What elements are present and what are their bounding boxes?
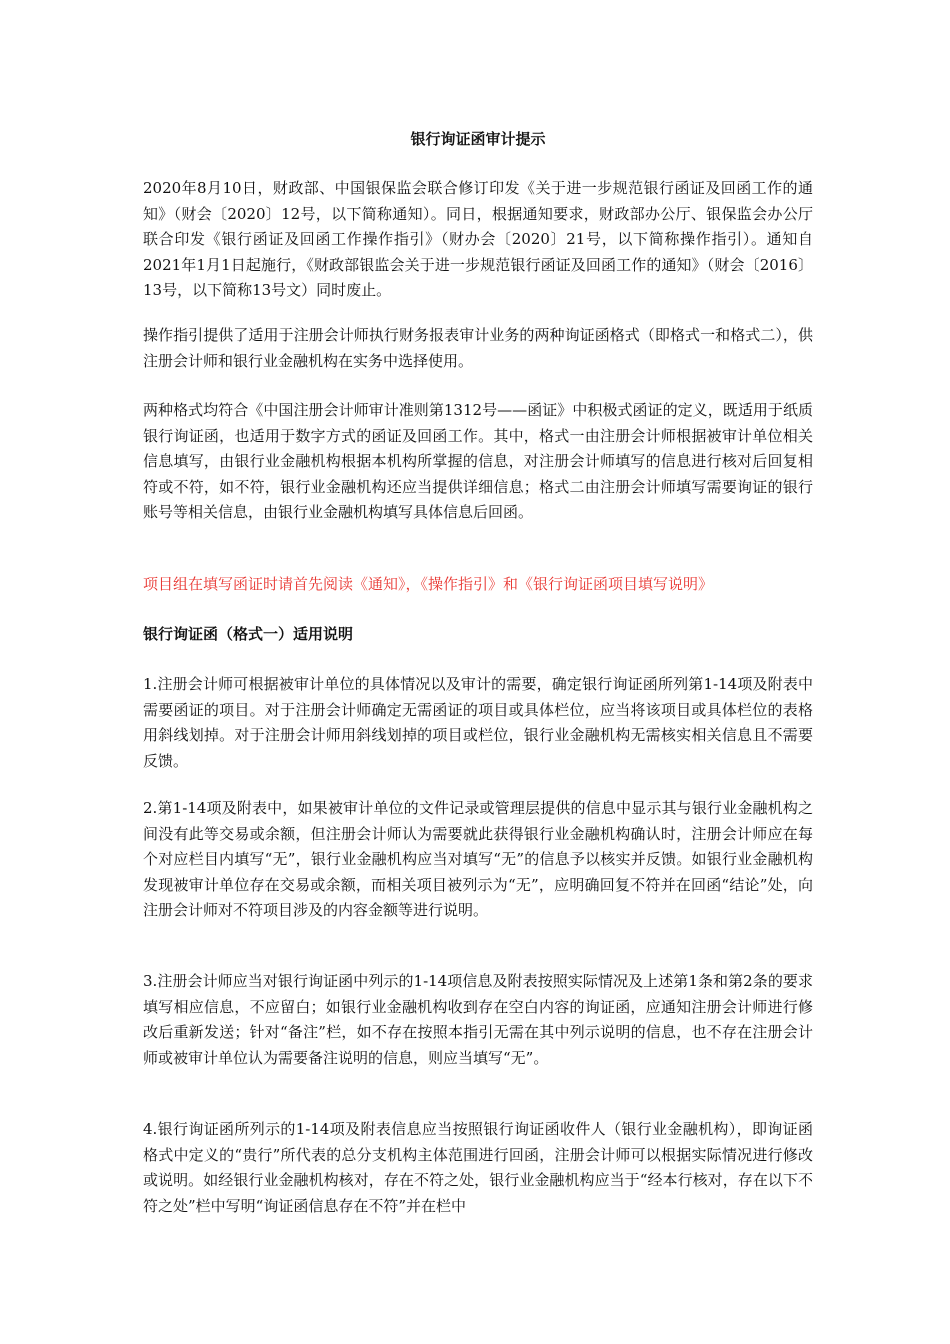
document-title: 银行询证函审计提示 [410, 130, 546, 148]
list-item-4: 4.银行询证函所列示的1-14项及附表信息应当按照银行询证函收件人（银行业金融机构），即询证函格式中定义的“贵行”所代表的总分支机构主体范围进行回函，注册会计师可以根据实际情况进行修改或说明。如经银行业金融机构核对，存在不符之处，银行业金融机构应当于“经本行核对，存在以下不符之处”栏中写明“询证函信息存在不符”并在栏中 [143, 1120, 813, 1215]
section-heading: 银行询证函（格式一）适用说明 [143, 625, 354, 643]
notice-text: 项目组在填写函证时请首先阅读《通知》，《操作指引》和《银行询证函项目填写说明》 [143, 575, 714, 593]
list-item-1: 1.注册会计师可根据被审计单位的具体情况以及审计的需要，确定银行询证函所列第1-14项及附表中需要函证的项目。对于注册会计师确定无需函证的项目或具体栏位，应当将该项目或具体栏位的表格用斜线划掉。对于注册会计师用斜线划掉的项目或栏位，银行业金融机构无需核实相关信息且不需要反馈。 [143, 675, 813, 770]
intro-paragraph-3: 两种格式均符合《中国注册会计师审计准则第1312号——函证》中积极式函证的定义，既适用于纸质银行询证函，也适用于数字方式的函证及回函工作。其中，格式一由注册会计师根据被审计单位相关信息填写，由银行业金融机构根据本机构所掌握的信息，对注册会计师填写的信息进行核对后回复相符或不符，如不符，银行业金融机构还应当提供详细信息；格式二由注册会计师填写需要询证的银行账号等相关信息，由银行业金融机构填写具体信息后回函。 [143, 401, 813, 521]
list-item-3: 3.注册会计师应当对银行询证函中列示的1-14项信息及附表按照实际情况及上述第1条和第2条的要求填写相应信息，不应留白；如银行业金融机构收到存在空白内容的询证函，应通知注册会计师进行修改后重新发送；针对“备注”栏，如不存在按照本指引无需在其中列示说明的信息，也不存在注册会计师或被审计单位认为需要备注说明的信息，则应当填写“无”。 [143, 972, 813, 1067]
intro-paragraph-2: 操作指引提供了适用于注册会计师执行财务报表审计业务的两种询证函格式（即格式一和格式二），供注册会计师和银行业金融机构在实务中选择使用。 [143, 326, 813, 370]
list-item-2: 2.第1-14项及附表中，如果被审计单位的文件记录或管理层提供的信息中显示其与银行业金融机构之间没有此等交易或余额，但注册会计师认为需要就此获得银行业金融机构确认时，注册会计师应在每个对应栏目内填写“无”，银行业金融机构应当对填写“无”的信息予以核实并反馈。如银行业金融机构发现被审计单位存在交易或余额，而相关项目被列示为“无”，应明确回复不符并在回函“结论”处，向注册会计师对不符项目涉及的内容金额等进行说明。 [143, 799, 813, 919]
intro-paragraph-1: 2020年8月10日，财政部、中国银保监会联合修订印发《关于进一步规范银行函证及回函工作的通知》（财会〔2020〕12号，以下简称通知）。同日，根据通知要求，财政部办公厅、银保监会办公厅联合印发《银行函证及回函工作操作指引》（财办会〔2020〕21号，以下简称操作指引）。通知自2021年1月1日起施行，《财政部银监会关于进一步规范银行函证及回函工作的通知》（财会〔2016〕13号，以下简称13号文）同时废止。 [143, 179, 813, 299]
